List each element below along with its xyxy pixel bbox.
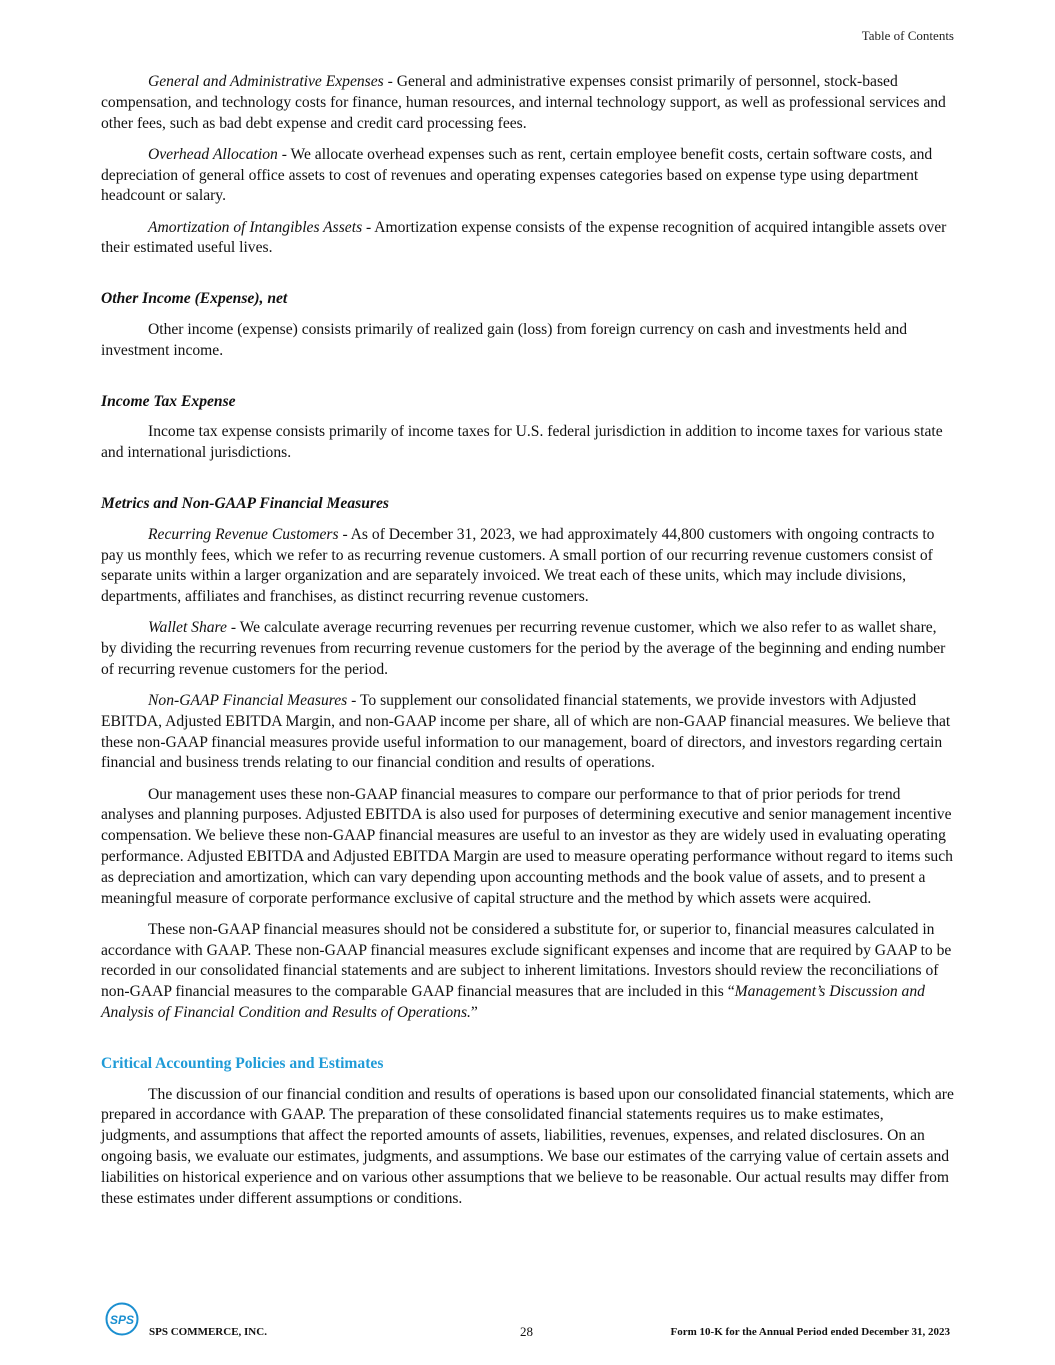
page-content: [101, 72, 954, 1220]
amortization-paragraph: [101, 218, 954, 260]
other-income-paragraph: Other income (expense) consists primarily of realized gain (loss) from foreign currency on cash and investments held and investment income.: [101, 320, 908, 359]
page-number: 28: [520, 1324, 533, 1339]
mdna-reference: Management’s Discussion and Analysis of Financial Condition and Results of Operations.: [101, 983, 925, 1022]
company-name: SPS COMMERCE, INC.: [149, 1326, 267, 1338]
overhead-allocation-text: - We allocate overhead expenses such as rent, certain employee benefit costs, certain software costs, and depreciation of general office assets to cost of revenues and operating expenses categories based on expense type using department headcount or salary.: [101, 145, 933, 205]
page-footer: [101, 1302, 954, 1342]
non-gaap-caveat-paragraph: [101, 920, 954, 1024]
table-of-contents-link[interactable]: Table of Contents: [861, 28, 954, 43]
income-tax-heading: Income Tax Expense: [101, 392, 236, 410]
wallet-share-paragraph: [101, 618, 954, 680]
sps-logo-icon: [105, 1302, 139, 1336]
income-tax-paragraph: Income tax expense consists primarily of income taxes for U.S. federal jurisdiction in addition to income taxes for various state and international jurisdictions.: [101, 423, 943, 462]
non-gaap-caveat-text: These non-GAAP financial measures should not be considered a substitute for, or superior to, financial measures calculated in accordance with GAAP. These non-GAAP financial measures exclude significant expenses and income that are required by GAAP to be recorded in our consolidated financial statements and are subject to inherent limitations. Investors should review the reconciliations of non-GAAP financial measures to the comparable GAAP financial measures that are included in this “: [101, 920, 952, 1001]
ga-expenses-paragraph: [101, 72, 954, 134]
critical-accounting-paragraph: The discussion of our financial condition and results of operations is based upon our consolidated financial statements, which are prepared in accordance with GAAP. The preparation of these consolidated financial statements requires us to make estimates, judgments, and assumptions that affect the reported amounts of assets, liabilities, revenues, expenses, and related disclosures. On an ongoing basis, we evaluate our estimates, judgments, and assumptions. We base our estimates of the carrying value of certain assets and liabilities on historical experience and on various other assumptions that we believe to be reasonable. Our actual results may differ from these estimates under different assumptions or conditions.: [101, 1085, 954, 1207]
metrics-heading: Metrics and Non-GAAP Financial Measures: [101, 494, 389, 512]
non-gaap-text: - To supplement our consolidated financial statements, we provide investors with Adjusted EBITDA, Adjusted EBITDA Margin, and non-GAAP income per share, all of which are non-GAAP financial measures. We believe that these non-GAAP financial measures provide useful information to our management, board of directors, and investors regarding certain financial and business trends relating to our financial condition and results of operations.: [101, 692, 951, 772]
amortization-term: Amortization of Intangibles Assets: [148, 218, 363, 236]
other-income-heading: Other Income (Expense), net: [101, 290, 288, 308]
ga-expenses-term: General and Administrative Expenses: [148, 73, 384, 90]
critical-accounting-heading: Critical Accounting Policies and Estimates: [101, 1054, 384, 1072]
recurring-customers-term: Recurring Revenue Customers: [148, 525, 339, 543]
recurring-customers-text: - As of December 31, 2023, we had approximately 44,800 customers with ongoing contracts to pay us monthly fees, which we refer to as recurring revenue customers. A small portion of our recurring revenue customers consist of separate units within a larger organization and are separately invoiced. We treat each of these units, which may include divisions, departments, affiliates and franchises, as distinct recurring revenue customers.: [101, 525, 935, 606]
ga-expenses-text: - General and administrative expenses consist primarily of personnel, stock-based compensation, and technology costs for finance, human resources, and internal technology support, as well as professional services and other fees, such as bad debt expense and credit card processing fees.: [101, 73, 946, 132]
non-gaap-paragraph: [101, 691, 954, 774]
overhead-allocation-paragraph: [101, 145, 954, 207]
wallet-share-text: - We calculate average recurring revenues per recurring revenue customer, which we also refer to as wallet share, by dividing the recurring revenues from recurring revenue customers for the period by the average of the beginning and ending number of recurring revenue customers for the period.: [101, 619, 946, 678]
closing-quote: ”: [470, 1004, 478, 1022]
wallet-share-term: Wallet Share: [148, 619, 227, 637]
non-gaap-term: Non-GAAP Financial Measures: [148, 692, 348, 710]
management-uses-paragraph: Our management uses these non-GAAP financial measures to compare our performance to that of prior periods for trend analyses and planning purposes. Adjusted EBITDA is also used for purposes of determining executive and senior management incentive compensation. We believe these non-GAAP financial measures are useful to an investor as they are widely used in evaluating operating performance. Adjusted EBITDA and Adjusted EBITDA Margin are used to measure operating performance without regard to items such as depreciation and amortization, which can vary depending upon accounting methods and the book value of assets, and to present a meaningful measure of corporate performance exclusive of capital structure and the method by which assets were acquired.: [101, 785, 953, 907]
amortization-text: - Amortization expense consists of the expense recognition of acquired intangible assets over their estimated useful lives.: [101, 218, 947, 257]
form-description: Form 10-K for the Annual Period ended December 31, 2023: [670, 1326, 950, 1338]
logo-text: SPS: [109, 1313, 135, 1327]
overhead-allocation-term: Overhead Allocation: [148, 145, 278, 163]
recurring-customers-paragraph: [101, 525, 954, 608]
